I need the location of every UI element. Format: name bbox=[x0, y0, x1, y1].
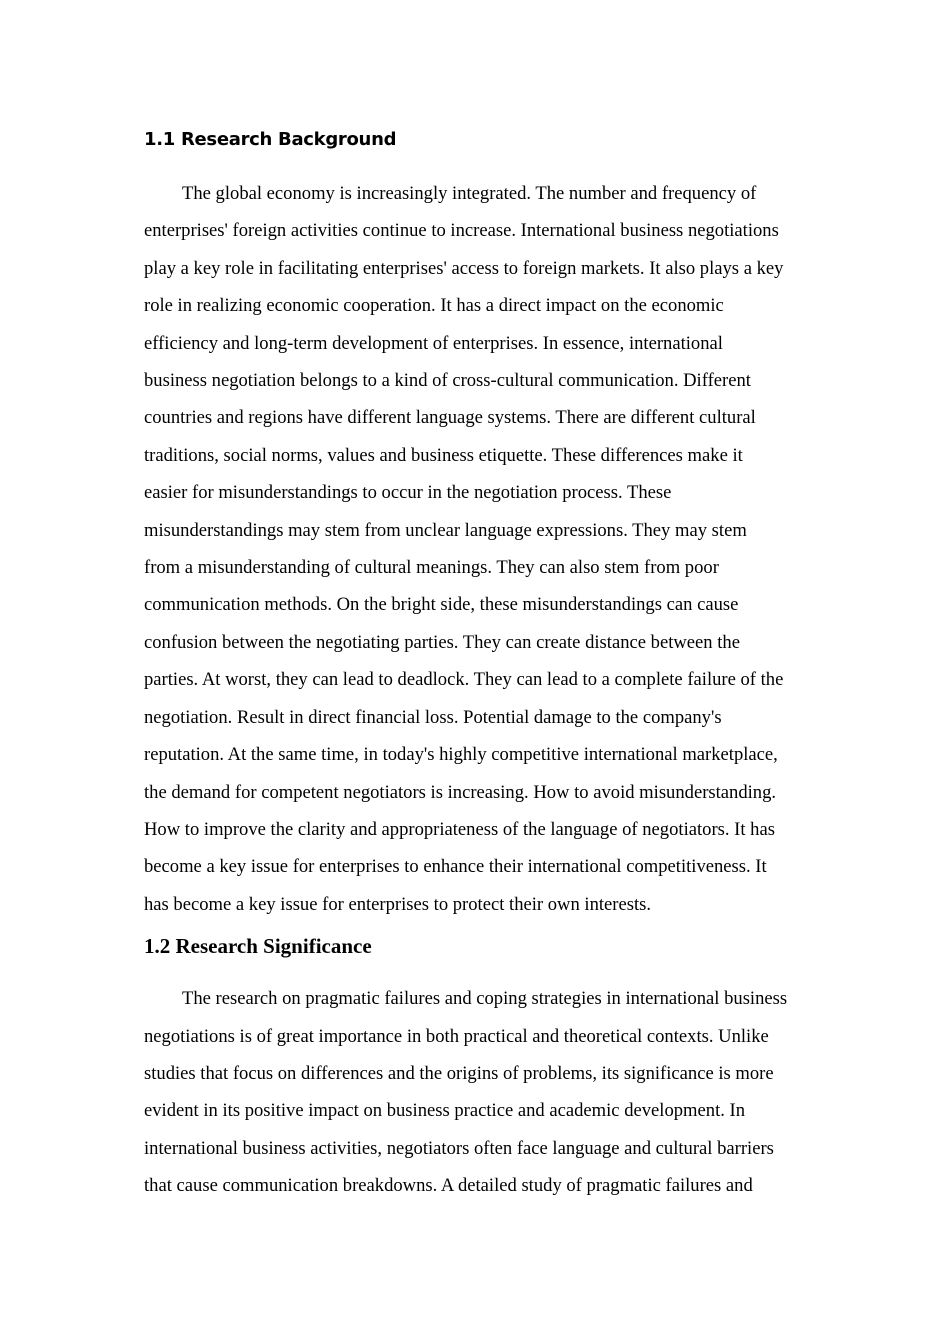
paragraph-line: How to improve the clarity and appropriateness of the language of negotiators. It has bbox=[144, 818, 775, 840]
page-content bbox=[144, 124, 808, 1205]
paragraph-line: negotiation. Result in direct financial loss. Potential damage to the company's bbox=[144, 706, 722, 728]
paragraph-research-significance bbox=[144, 980, 808, 1204]
paragraph-line: countries and regions have different language systems. There are different cultural bbox=[144, 407, 756, 429]
paragraph-line: negotiations is of great importance in both practical and theoretical contexts. Unlike bbox=[144, 1025, 769, 1047]
paragraph-line: play a key role in facilitating enterprises' access to foreign markets. It also plays a key bbox=[144, 257, 784, 279]
paragraph-line: evident in its positive impact on business practice and academic development. In bbox=[144, 1100, 746, 1122]
paragraph-line: that cause communication breakdowns. A detailed study of pragmatic failures and bbox=[144, 1175, 753, 1197]
paragraph-line: from a misunderstanding of cultural meanings. They can also stem from poor bbox=[144, 557, 719, 579]
paragraph-line: parties. At worst, they can lead to deadlock. They can lead to a complete failure of the bbox=[144, 669, 784, 691]
paragraph-research-background bbox=[144, 175, 808, 923]
paragraph-line: become a key issue for enterprises to enhance their international competitiveness. It bbox=[144, 856, 767, 878]
paragraph-line: role in realizing economic cooperation. It has a direct impact on the economic bbox=[144, 295, 724, 317]
paragraph-line: efficiency and long-term development of enterprises. In essence, international bbox=[144, 332, 723, 354]
paragraph-line: The research on pragmatic failures and coping strategies in international business bbox=[182, 988, 788, 1010]
paragraph-line: The global economy is increasingly integrated. The number and frequency of bbox=[182, 183, 757, 204]
paragraph-line: the demand for competent negotiators is increasing. How to avoid misunderstanding. bbox=[144, 781, 777, 803]
paragraph-line: has become a key issue for enterprises to protect their own interests. bbox=[144, 893, 652, 915]
paragraph-line: traditions, social norms, values and business etiquette. These differences make it bbox=[144, 444, 743, 466]
paragraph-line: reputation. At the same time, in today's highly competitive international marketplace, bbox=[144, 744, 778, 766]
paragraph-line: communication methods. On the bright side, these misunderstandings can cause bbox=[144, 594, 739, 616]
paragraph-line: international business activities, negotiators often face language and cultural barriers bbox=[144, 1137, 774, 1159]
paragraph-line: enterprises' foreign activities continue to increase. International business negotiations bbox=[144, 220, 779, 242]
paragraph-line: easier for misunderstandings to occur in the negotiation process. These bbox=[144, 482, 672, 504]
paragraph-line: confusion between the negotiating parties. They can create distance between the bbox=[144, 631, 740, 653]
section-heading-research-significance: 1.2 Research Significance bbox=[144, 934, 372, 959]
paragraph-line: studies that focus on differences and the origins of problems, its significance is more bbox=[144, 1062, 774, 1084]
paragraph-line: misunderstandings may stem from unclear language expressions. They may stem bbox=[144, 519, 747, 541]
paragraph-line: business negotiation belongs to a kind of cross-cultural communication. Different bbox=[144, 370, 751, 392]
section-heading-research-background: 1.1 Research Background bbox=[144, 129, 397, 150]
